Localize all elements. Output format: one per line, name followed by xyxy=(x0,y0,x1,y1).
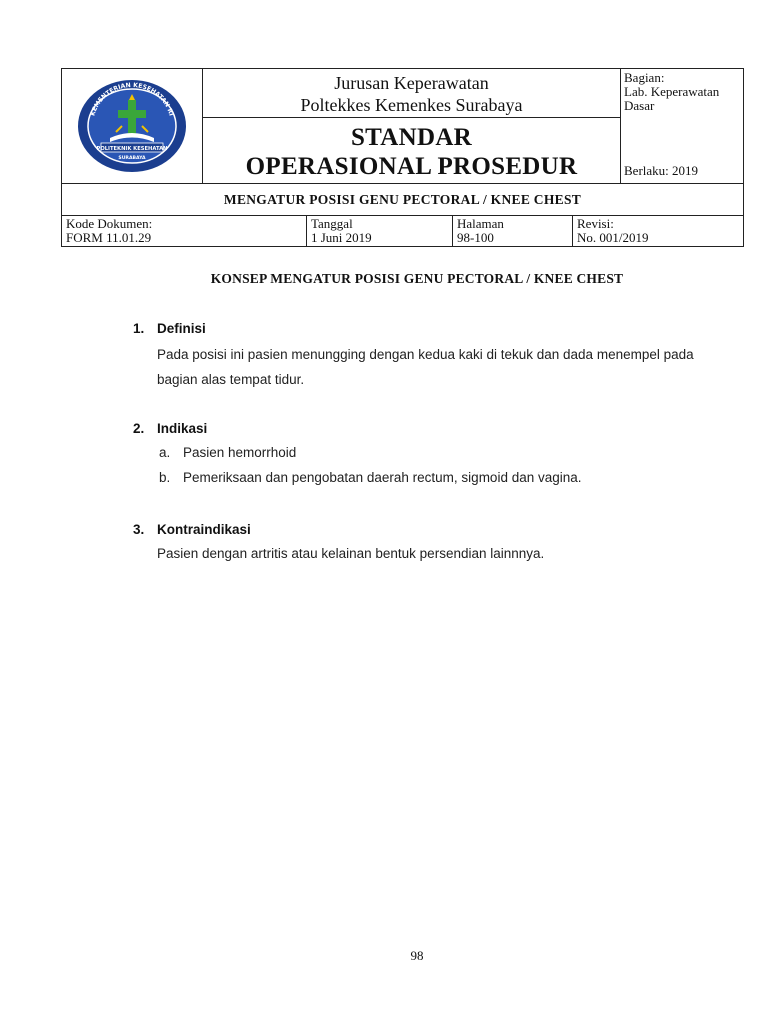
list-marker: a. xyxy=(159,445,171,460)
section-title xyxy=(133,421,713,436)
kemenkes-poltekkes-seal-icon xyxy=(76,78,188,174)
institution-line-1: Jurusan Keperawatan xyxy=(334,73,489,93)
kode-dokumen-cell xyxy=(62,216,307,246)
sop-header-table xyxy=(61,68,744,247)
section-title-text: Definisi xyxy=(157,321,206,336)
halaman-value: 98-100 xyxy=(457,230,494,245)
svg-text:KEMENTERIAN KESEHATAN RI: KEMENTERIAN KESEHATAN RI xyxy=(89,81,175,117)
sop-title-line-2: OPERASIONAL PROSEDUR xyxy=(245,153,578,180)
revisi-label: Revisi: xyxy=(577,216,614,231)
document-heading: KONSEP MENGATUR POSISI GENU PECTORAL / KNEE CHEST xyxy=(210,271,624,286)
procedure-title: MENGATUR POSISI GENU PECTORAL / KNEE CHEST xyxy=(62,184,743,216)
list-item-text: Pasien hemorrhoid xyxy=(183,445,297,460)
header-top-row xyxy=(62,69,743,184)
section-number: 3. xyxy=(133,522,145,537)
section-definisi xyxy=(133,321,713,392)
bagian-cell xyxy=(621,69,743,183)
berlaku-year: Berlaku: 2019 xyxy=(624,163,699,178)
kode-dokumen-value: FORM 11.01.29 xyxy=(66,230,152,245)
list-marker: b. xyxy=(159,470,171,485)
section-title-text: Kontraindikasi xyxy=(157,522,251,537)
list-item-text: Pemeriksaan dan pengobatan daerah rectum, sigmoid dan vagina. xyxy=(183,470,582,485)
section-title-text: Indikasi xyxy=(157,421,208,436)
revisi-cell xyxy=(573,216,743,246)
section-number: 2. xyxy=(133,421,145,436)
section-body: Pada posisi ini pasien menungging dengan kedua kaki di tekuk dan dada menempel pada bagian alas tempat tidur. xyxy=(157,347,694,387)
section-body: Pasien dengan artritis atau kelainan bentuk persendian lainnnya. xyxy=(157,546,545,561)
institution-line-2: Poltekkes Kemenkes Surabaya xyxy=(300,95,523,115)
sop-title xyxy=(203,118,620,183)
list-item xyxy=(159,465,713,490)
section-title xyxy=(133,522,713,537)
logo-cell xyxy=(62,69,203,183)
halaman-cell xyxy=(453,216,573,246)
section-indikasi xyxy=(133,421,713,490)
list-item xyxy=(159,440,713,465)
bagian-label: Bagian: xyxy=(624,70,665,85)
document-meta-row xyxy=(62,216,743,246)
institution-name xyxy=(203,69,620,118)
kode-dokumen-label: Kode Dokumen: xyxy=(66,216,153,231)
tanggal-cell xyxy=(307,216,453,246)
halaman-label: Halaman xyxy=(457,216,504,231)
bagian-value: Lab. Keperawatan Dasar xyxy=(624,84,720,113)
section-kontraindikasi xyxy=(133,522,713,566)
sop-title-line-1: STANDAR xyxy=(350,124,473,151)
revisi-value: No. 001/2019 xyxy=(577,230,649,245)
page-number: 98 xyxy=(410,948,424,963)
title-cell xyxy=(203,69,621,183)
section-title xyxy=(133,321,713,336)
section-number: 1. xyxy=(133,321,145,336)
svg-text:SURABAYA: SURABAYA xyxy=(118,156,146,161)
tanggal-value: 1 Juni 2019 xyxy=(311,230,372,245)
svg-text:POLITEKNIK KESEHATAN: POLITEKNIK KESEHATAN xyxy=(96,146,168,152)
tanggal-label: Tanggal xyxy=(311,216,353,231)
